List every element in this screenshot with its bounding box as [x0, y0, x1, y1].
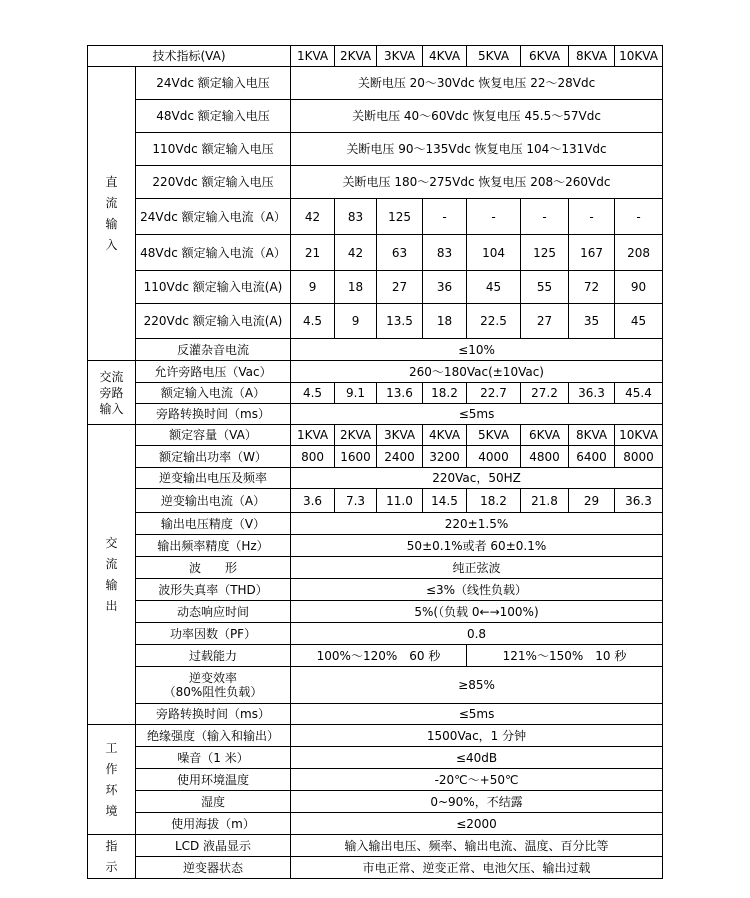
param-label: 功率因数（PF） — [136, 623, 291, 645]
value-cell: 29 — [569, 489, 615, 513]
table-row — [88, 133, 663, 166]
value-cell: 27 — [521, 304, 569, 339]
value-cell: 8000 — [615, 446, 663, 468]
value-cell: 22.7 — [467, 383, 521, 404]
merged-value-cell: -20℃～+50℃ — [291, 769, 663, 791]
param-label: 旁路转换时间（ms） — [136, 704, 291, 725]
merged-value-cell: 220Vac，50HZ — [291, 468, 663, 489]
value-cell: 22.5 — [467, 304, 521, 339]
value-cell: 18.2 — [467, 489, 521, 513]
value-cell: - — [423, 199, 467, 235]
merged-value-cell: 1500Vac，1 分钟 — [291, 725, 663, 747]
value-cell: 2400 — [377, 446, 423, 468]
table-row — [88, 383, 663, 404]
value-cell: 4000 — [467, 446, 521, 468]
section-group-text: 示 — [105, 859, 118, 874]
section-group-text: 工 — [105, 740, 118, 755]
value-cell: 800 — [291, 446, 335, 468]
param-label: 110Vdc 额定输入电压 — [136, 133, 291, 166]
param-label: 波形失真率（THD） — [136, 579, 291, 601]
value-cell: 208 — [615, 235, 663, 271]
value-cell: 6KVA — [521, 425, 569, 446]
section-group-text: 境 — [105, 803, 118, 818]
merged-value-cell: 关断电压 180～275Vdc 恢复电压 208～260Vdc — [291, 166, 663, 199]
value-cell: 167 — [569, 235, 615, 271]
table-row — [88, 425, 663, 446]
table-row — [88, 623, 663, 645]
table-row — [88, 404, 663, 425]
value-cell: 83 — [335, 199, 377, 235]
value-cell: 2KVA — [335, 425, 377, 446]
value-cell: - — [615, 199, 663, 235]
section-group-text: 作 — [105, 761, 118, 776]
merged-value-cell: 关断电压 90～135Vdc 恢复电压 104～131Vdc — [291, 133, 663, 166]
table-row — [88, 601, 663, 623]
value-cell: 27 — [377, 271, 423, 304]
section-group-text: 输入 — [99, 401, 124, 416]
param-label: 额定输入电流（A） — [136, 383, 291, 404]
table-row — [88, 166, 663, 199]
value-cell: 3.6 — [291, 489, 335, 513]
table-row — [88, 645, 663, 667]
table-row — [88, 513, 663, 535]
table-row — [88, 769, 663, 791]
merged-value-cell: ≤5ms — [291, 704, 663, 725]
header-col: 4KVA — [423, 46, 467, 67]
param-label: 额定容量（VA） — [136, 425, 291, 446]
param-label: 噪音（1 米） — [136, 747, 291, 769]
table-row — [88, 725, 663, 747]
param-label: 24Vdc 额定输入电压 — [136, 67, 291, 100]
merged-value-cell: 关断电压 40～60Vdc 恢复电压 45.5～57Vdc — [291, 100, 663, 133]
merged-value-cell: 0~90%，不结露 — [291, 791, 663, 813]
param-label: 48Vdc 额定输入电压 — [136, 100, 291, 133]
value-cell: 4.5 — [291, 383, 335, 404]
value-cell: 5KVA — [467, 425, 521, 446]
section-group-text: 流 — [105, 195, 118, 210]
param-label: 使用海拔（m） — [136, 813, 291, 835]
table-row — [88, 704, 663, 725]
header-col: 3KVA — [377, 46, 423, 67]
value-cell: 63 — [377, 235, 423, 271]
section-group-text: 出 — [105, 598, 118, 613]
value-cell: 9 — [335, 304, 377, 339]
section-group-text: 入 — [105, 237, 118, 252]
value-cell: 9.1 — [335, 383, 377, 404]
value-cell: 104 — [467, 235, 521, 271]
header-label: 技术指标(VA) — [88, 46, 291, 67]
param-label: 湿度 — [136, 791, 291, 813]
table-row — [88, 271, 663, 304]
param-label: 允许旁路电压（Vac） — [136, 361, 291, 383]
value-cell: 90 — [615, 271, 663, 304]
value-cell: - — [569, 199, 615, 235]
value-cell: 13.6 — [377, 383, 423, 404]
value-cell: 72 — [569, 271, 615, 304]
value-cell: 125 — [377, 199, 423, 235]
param-label: 110Vdc 额定输入电流(A) — [136, 271, 291, 304]
header-col: 5KVA — [467, 46, 521, 67]
value-cell: 8KVA — [569, 425, 615, 446]
split-value-cell: 121%～150% 10 秒 — [467, 645, 663, 667]
value-cell: 27.2 — [521, 383, 569, 404]
table-row — [88, 813, 663, 835]
value-cell: 9 — [291, 271, 335, 304]
value-cell: 36.3 — [615, 489, 663, 513]
param-label: 输出电压精度（V） — [136, 513, 291, 535]
value-cell: 3KVA — [377, 425, 423, 446]
param-label: 过载能力 — [136, 645, 291, 667]
table-row — [88, 67, 663, 100]
merged-value-cell: 市电正常、逆变正常、电池欠压、输出过载 — [291, 857, 663, 879]
value-cell: - — [521, 199, 569, 235]
merged-value-cell: 5%(（负载 0←→100%) — [291, 601, 663, 623]
param-label: 旁路转换时间（ms） — [136, 404, 291, 425]
table-row — [88, 199, 663, 235]
merged-value-cell: ≤40dB — [291, 747, 663, 769]
value-cell: 45 — [467, 271, 521, 304]
value-cell: 45 — [615, 304, 663, 339]
section-group-label — [88, 67, 136, 361]
table-row — [88, 557, 663, 579]
param-label: 220Vdc 额定输入电压 — [136, 166, 291, 199]
param-label: 绝缘强度（输入和输出） — [136, 725, 291, 747]
merged-value-cell: 260～180Vac(±10Vac) — [291, 361, 663, 383]
table-row — [88, 535, 663, 557]
value-cell: 13.5 — [377, 304, 423, 339]
spec-table — [87, 45, 663, 879]
value-cell: 45.4 — [615, 383, 663, 404]
table-row — [88, 339, 663, 361]
param-label: 220Vdc 额定输入电流(A) — [136, 304, 291, 339]
value-cell: 4.5 — [291, 304, 335, 339]
merged-value-cell: 关断电压 20～30Vdc 恢复电压 22～28Vdc — [291, 67, 663, 100]
value-cell: 3200 — [423, 446, 467, 468]
header-col: 2KVA — [335, 46, 377, 67]
section-group-text: 旁路 — [99, 385, 124, 400]
value-cell: 10KVA — [615, 425, 663, 446]
value-cell: 18 — [335, 271, 377, 304]
table-row — [88, 489, 663, 513]
merged-value-cell: ≤5ms — [291, 404, 663, 425]
value-cell: - — [467, 199, 521, 235]
table-row — [88, 747, 663, 769]
param-label: 24Vdc 额定输入电流（A） — [136, 199, 291, 235]
param-label: 输出频率精度（Hz） — [136, 535, 291, 557]
section-group-text: 流 — [105, 556, 118, 571]
merged-value-cell: 纯正弦波 — [291, 557, 663, 579]
table-row — [88, 304, 663, 339]
merged-value-cell: 50±0.1%或者 60±0.1% — [291, 535, 663, 557]
param-label: 使用环境温度 — [136, 769, 291, 791]
param-label: 波 形 — [136, 557, 291, 579]
section-group-text: 交流 — [99, 369, 124, 384]
header-col: 1KVA — [291, 46, 335, 67]
value-cell: 35 — [569, 304, 615, 339]
value-cell: 1600 — [335, 446, 377, 468]
param-label: 动态响应时间 — [136, 601, 291, 623]
merged-value-cell: ≤2000 — [291, 813, 663, 835]
merged-value-cell: ≤10% — [291, 339, 663, 361]
split-value-cell: 100%～120% 60 秒 — [291, 645, 467, 667]
param-label: 逆变效率 （80%阻性负载） — [136, 667, 291, 704]
param-label: 48Vdc 额定输入电流（A） — [136, 235, 291, 271]
param-label: 反灌杂音电流 — [136, 339, 291, 361]
value-cell: 83 — [423, 235, 467, 271]
merged-value-cell: ≥85% — [291, 667, 663, 704]
section-group-label — [88, 725, 136, 835]
value-cell: 21 — [291, 235, 335, 271]
merged-value-cell: 220±1.5% — [291, 513, 663, 535]
table-row — [88, 100, 663, 133]
table-row — [88, 446, 663, 468]
value-cell: 55 — [521, 271, 569, 304]
value-cell: 11.0 — [377, 489, 423, 513]
merged-value-cell: ≤3%（线性负载） — [291, 579, 663, 601]
value-cell: 21.8 — [521, 489, 569, 513]
section-group-text: 直 — [105, 174, 118, 189]
section-group-label — [88, 361, 136, 425]
section-group-text: 交 — [105, 535, 118, 550]
value-cell: 36.3 — [569, 383, 615, 404]
param-label: 逆变器状态 — [136, 857, 291, 879]
value-cell: 4KVA — [423, 425, 467, 446]
table-row — [88, 579, 663, 601]
table-row — [88, 835, 663, 857]
value-cell: 14.5 — [423, 489, 467, 513]
value-cell: 1KVA — [291, 425, 335, 446]
value-cell: 18.2 — [423, 383, 467, 404]
table-row — [88, 791, 663, 813]
param-label: 逆变输出电压及频率 — [136, 468, 291, 489]
value-cell: 4800 — [521, 446, 569, 468]
table-row — [88, 667, 663, 704]
section-group-label — [88, 425, 136, 725]
table-row — [88, 361, 663, 383]
value-cell: 125 — [521, 235, 569, 271]
value-cell: 42 — [335, 235, 377, 271]
param-label: 逆变输出电流（A） — [136, 489, 291, 513]
value-cell: 7.3 — [335, 489, 377, 513]
header-col: 6KVA — [521, 46, 569, 67]
header-row — [88, 46, 663, 67]
section-group-text: 环 — [105, 782, 118, 797]
table-row — [88, 468, 663, 489]
value-cell: 36 — [423, 271, 467, 304]
header-col: 10KVA — [615, 46, 663, 67]
section-group-label — [88, 835, 136, 879]
section-group-text: 输 — [105, 577, 118, 592]
table-row — [88, 857, 663, 879]
table-row — [88, 235, 663, 271]
value-cell: 42 — [291, 199, 335, 235]
section-group-text: 指 — [105, 838, 118, 853]
param-label: LCD 液晶显示 — [136, 835, 291, 857]
section-group-text: 输 — [105, 216, 118, 231]
merged-value-cell: 0.8 — [291, 623, 663, 645]
merged-value-cell: 输入输出电压、频率、输出电流、温度、百分比等 — [291, 835, 663, 857]
param-label: 额定输出功率（W） — [136, 446, 291, 468]
header-col: 8KVA — [569, 46, 615, 67]
value-cell: 18 — [423, 304, 467, 339]
value-cell: 6400 — [569, 446, 615, 468]
